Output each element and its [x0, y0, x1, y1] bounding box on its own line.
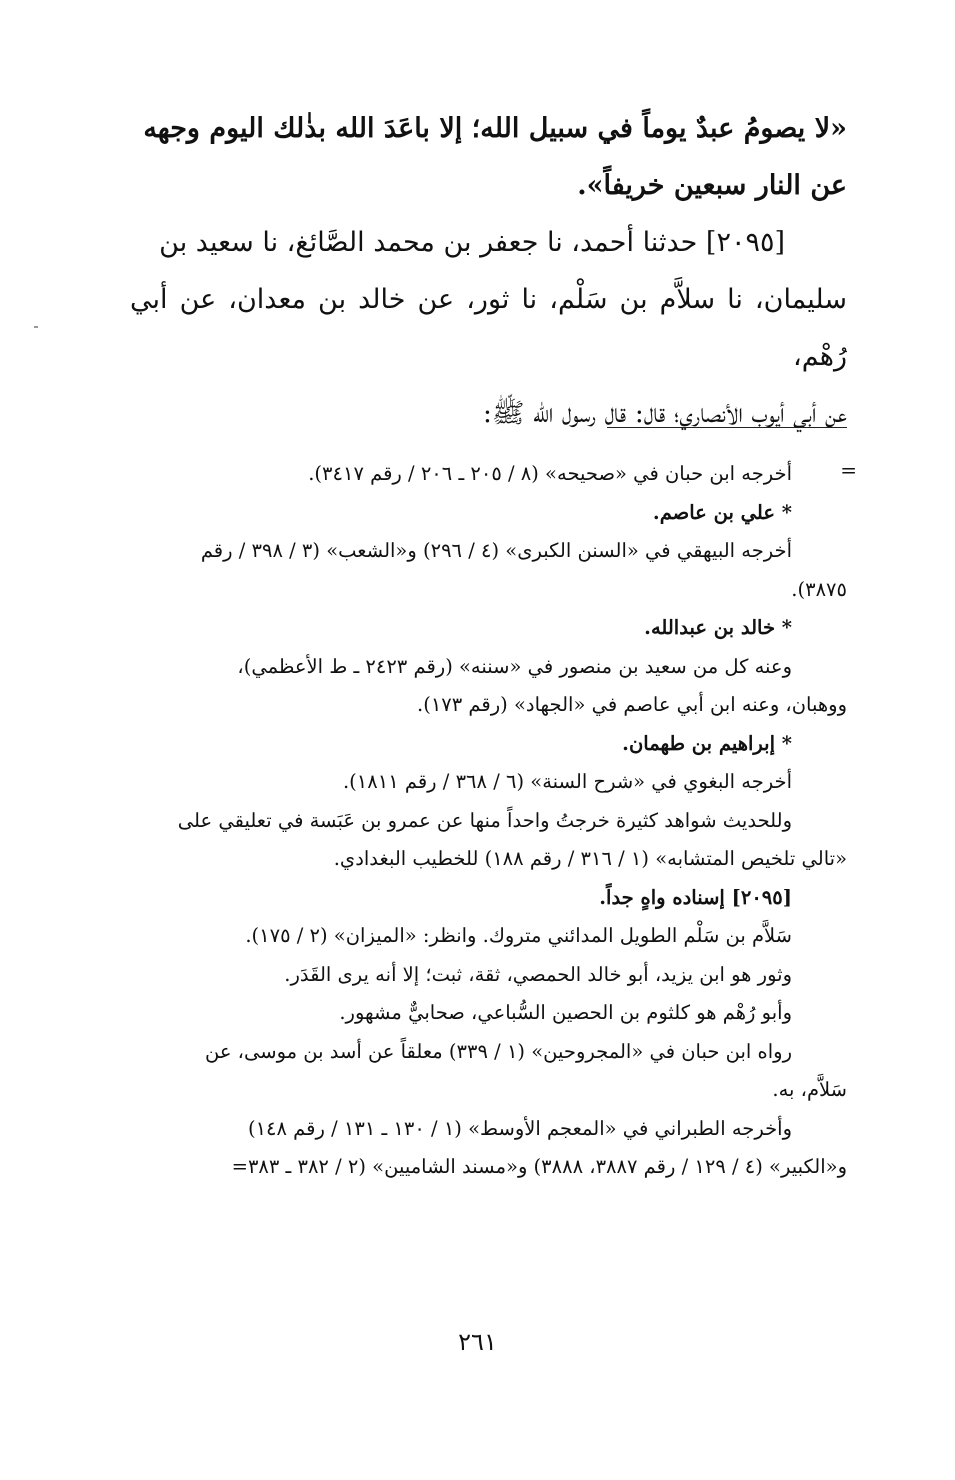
footnote-separator	[607, 427, 847, 428]
footnote-line: أخرجه ابن حبان في «صحيحه» (٨ / ٢٠٥ ـ ٢٠٦ / رقم ٣٤١٧).	[308, 462, 792, 485]
main-line-2: عن النار سبعين خريفاً».	[577, 170, 847, 201]
footnote-heading: * إبراهيم بن طهمان.	[622, 731, 792, 755]
footnote-heading: [٢٠٩٥] إسناده واهٍ جداً.	[599, 885, 792, 909]
footnote-line: أخرجه البغوي في «شرح السنة» (٦ / ٣٦٨ / رقم ١٨١١).	[342, 770, 792, 793]
footnote-continuation-marker: =	[840, 458, 857, 482]
hadith-2095-line-3: عن أبي أيوب الأنصاري؛ قال: قال رسول الله ﷺ:	[482, 398, 847, 429]
footnote-line: ووهبان، وعنه ابن أبي عاصم في «الجهاد» (رقم ١٧٣).	[417, 693, 847, 716]
footnote-line: «تالي تلخيص المتشابه» (١ / ٣١٦ / رقم ١٨٨) للخطيب البغدادي.	[333, 847, 847, 870]
main-text	[130, 100, 847, 442]
footnote-line: ٣٨٧٥).	[791, 577, 847, 601]
page-number: ٢٦١	[458, 1328, 497, 1356]
footnote-line: وعنه كل من سعيد بن منصور في «سننه» (رقم ٢٤٢٣ ـ ط الأعظمي)،	[237, 654, 792, 678]
hadith-2095-line-1: [٢٠٩٥] حدثنا أحمد، نا جعفر بن محمد الصَّائغ، نا سعيد بن	[159, 227, 785, 258]
hadith-2095-line-2: سليمان، نا سلاَّم بن سَلْم، نا ثور، عن خالد بن معدان، عن أبي رُهْم،	[130, 284, 847, 372]
footnote-heading: * خالد بن عبدالله.	[644, 616, 792, 639]
footnote-line: سَلاَّم، به.	[772, 1078, 847, 1101]
footnote-line: سَلاَّم بن سَلْم الطويل المدائني متروك. وانظر: «الميزان» (٢ / ١٧٥).	[245, 924, 792, 947]
footnote-line: و«الكبير» (٤ / ١٢٩ / رقم ٣٨٨٧، ٣٨٨٨) و«مسند الشاميين» (٢ / ٣٨٢ ـ ٣٨٣=	[231, 1155, 847, 1178]
footnote-line: رواه ابن حبان في «المجروحين» (١ / ٣٣٩) معلقاً عن أسد بن موسى، عن	[205, 1039, 792, 1063]
footnote-line: أخرجه البيهقي في «السنن الكبرى» (٤ / ٢٩٦) و«الشعب» (٣ / ٣٩٨ / رقم	[200, 539, 792, 562]
main-line-1: «لا يصومُ عبدٌ يوماً في سبيل الله؛ إلا باعَدَ الله بذٰلك اليوم وجهه	[143, 113, 847, 144]
footnotes	[130, 455, 847, 1187]
footnote-line: وثور هو ابن يزيد، أبو خالد الحمصي، ثقة، ثبت؛ إلا أنه يرى القَدَر.	[284, 962, 792, 986]
footnote-line: وللحديث شواهد كثيرة خرجتُ واحداً منها عن عمرو بن عَبَسة في تعليقي على	[177, 808, 792, 832]
footnote-line: وأخرجه الطبراني في «المعجم الأوسط» (١ / ١٣٠ ـ ١٣١ / رقم ١٤٨)	[247, 1116, 792, 1140]
scan-edge-mark	[34, 326, 38, 328]
footnote-line: وأبو رُهْم هو كلثوم بن الحصين السُّباعي، صحابيٌّ مشهور.	[339, 1001, 792, 1024]
footnote-heading: * علي بن عاصم.	[652, 500, 792, 524]
